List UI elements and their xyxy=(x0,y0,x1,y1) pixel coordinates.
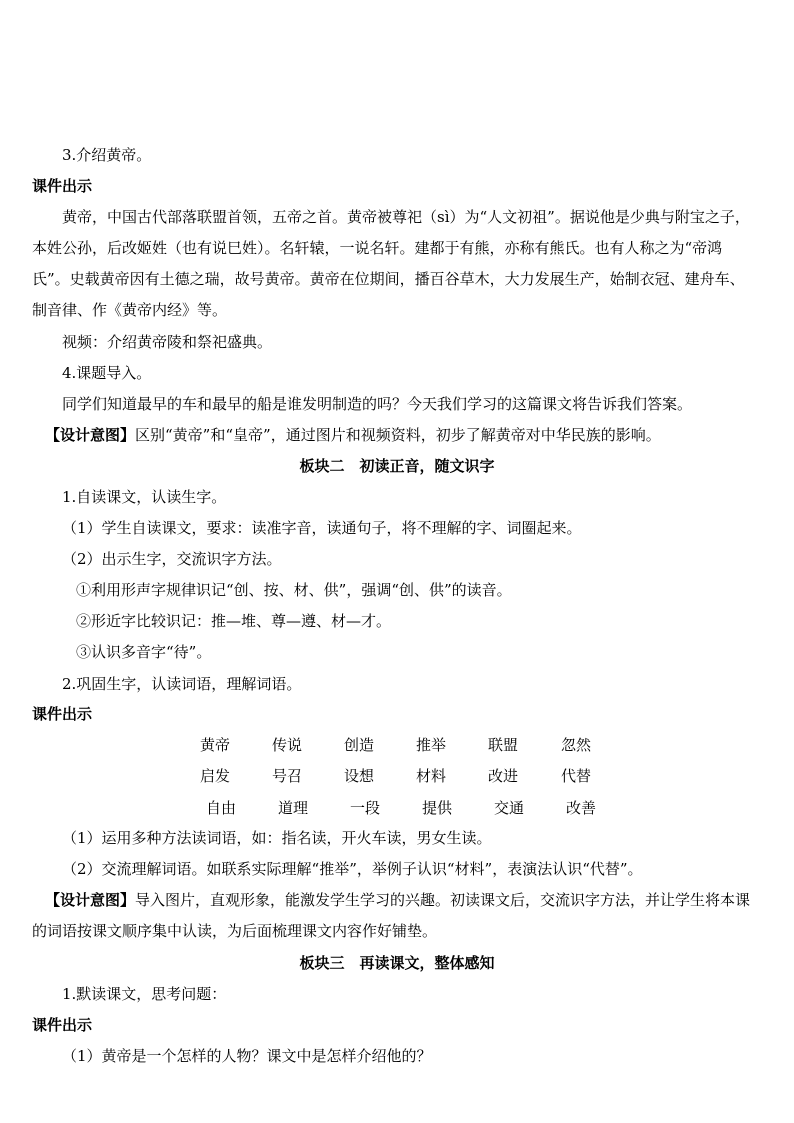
word-item: 代替 xyxy=(561,767,592,785)
question-1: （1）黄帝是一个怎样的人物？课文中是怎样介绍他的？ xyxy=(62,1047,432,1065)
word-item: 推举 xyxy=(416,736,447,754)
word-item: 黄帝 xyxy=(200,736,231,754)
block-2-step-1-1: （1）学生自读课文，要求：读准字音，读通句子，将不理解的字、词圈起来。 xyxy=(62,519,582,537)
word-row-3 xyxy=(0,798,794,818)
huangdi-intro-paragraph: 黄帝，中国古代部落联盟首领，五帝之首。黄帝被尊祀（sì）为“人文初祖”。据说他是少典与附宝之子，本姓公孙，后改姬姓（也有说巳姓）。名轩辕，一说名轩。建都于有熊，亦称有熊氏。也有人称之为“帝鸿氏”。史载黄帝因有土德之瑞，故号黄帝。黄帝在位期间，播百谷草木，大力发展生产，始制衣冠、建舟车、制音律、作《黄帝内经》等。 xyxy=(32,208,750,319)
word-item: 改进 xyxy=(488,767,519,785)
step-3-heading: 3.介绍黄帝。 xyxy=(62,146,152,164)
word-item: 提供 xyxy=(422,799,453,817)
word-item: 启发 xyxy=(200,767,231,785)
step-4-heading: 4.课题导入。 xyxy=(62,364,152,382)
word-item: 改善 xyxy=(566,799,597,817)
design-intent-2 xyxy=(32,885,752,947)
design-intent-text: 导入图片，直观形象，能激发学生学习的兴趣。初读课文后，交流识字方法，并让学生将本课的词语按课文顺序集中认读，为后面梳理课文内容作好铺垫。 xyxy=(32,891,751,940)
word-row-2 xyxy=(0,766,794,786)
method-item-1: ①利用形声字规律识记“创、按、材、供”，强调“创、供”的读音。 xyxy=(76,581,512,599)
word-item: 设想 xyxy=(344,767,375,785)
word-item: 联盟 xyxy=(488,736,519,754)
courseware-label-3: 课件出示 xyxy=(32,1016,93,1034)
block-3-step-1: 1.默读课文，思考问题： xyxy=(62,985,227,1003)
video-note: 视频：介绍黄帝陵和祭祀盛典。 xyxy=(62,333,273,351)
word-item: 创造 xyxy=(344,736,375,754)
word-item: 传说 xyxy=(272,736,303,754)
method-item-2: ②形近字比较识记：推—堆、尊—遵、材—才。 xyxy=(76,612,392,630)
block-2-step-1: 1.自读课文，认读生字。 xyxy=(62,488,227,506)
word-item: 自由 xyxy=(206,799,237,817)
block-2-heading: 板块二 初读正音，随文识字 xyxy=(299,457,495,475)
design-intent-label: 【设计意图】 xyxy=(45,426,136,444)
block-2-step-1-2: （2）出示生字，交流识字方法。 xyxy=(62,550,282,568)
word-item: 交通 xyxy=(494,799,525,817)
word-item: 忽然 xyxy=(561,736,592,754)
word-item: 道理 xyxy=(278,799,309,817)
word-row-1 xyxy=(0,735,794,755)
word-item: 号召 xyxy=(272,767,303,785)
word-item: 材料 xyxy=(416,767,447,785)
courseware-label-1: 课件出示 xyxy=(32,177,93,195)
block-2-step-2: 2.巩固生字，认读词语，理解词语。 xyxy=(62,675,302,693)
block-3-heading: 板块三 再读课文，整体感知 xyxy=(299,954,495,972)
method-item-3: ③认识多音字“待”。 xyxy=(76,643,212,661)
design-intent-label: 【设计意图】 xyxy=(45,891,136,909)
design-intent-text: 区别“黄帝”和“皇帝”，通过图片和视频资料，初步了解黄帝对中华民族的影响。 xyxy=(135,426,661,444)
intro-question: 同学们知道最早的车和最早的船是谁发明制造的吗？今天我们学习的这篇课文将告诉我们答案。 xyxy=(62,395,693,413)
courseware-label-2: 课件出示 xyxy=(32,705,93,723)
reading-step-1: （1）运用多种方法读词语，如：指名读，开火车读，男女生读。 xyxy=(62,829,492,847)
design-intent-1 xyxy=(45,425,661,445)
reading-step-2: （2）交流理解词语。如联系实际理解“推举”，举例子认识“材料”，表演法认识“代替”。 xyxy=(62,860,643,878)
word-item: 一段 xyxy=(350,799,381,817)
